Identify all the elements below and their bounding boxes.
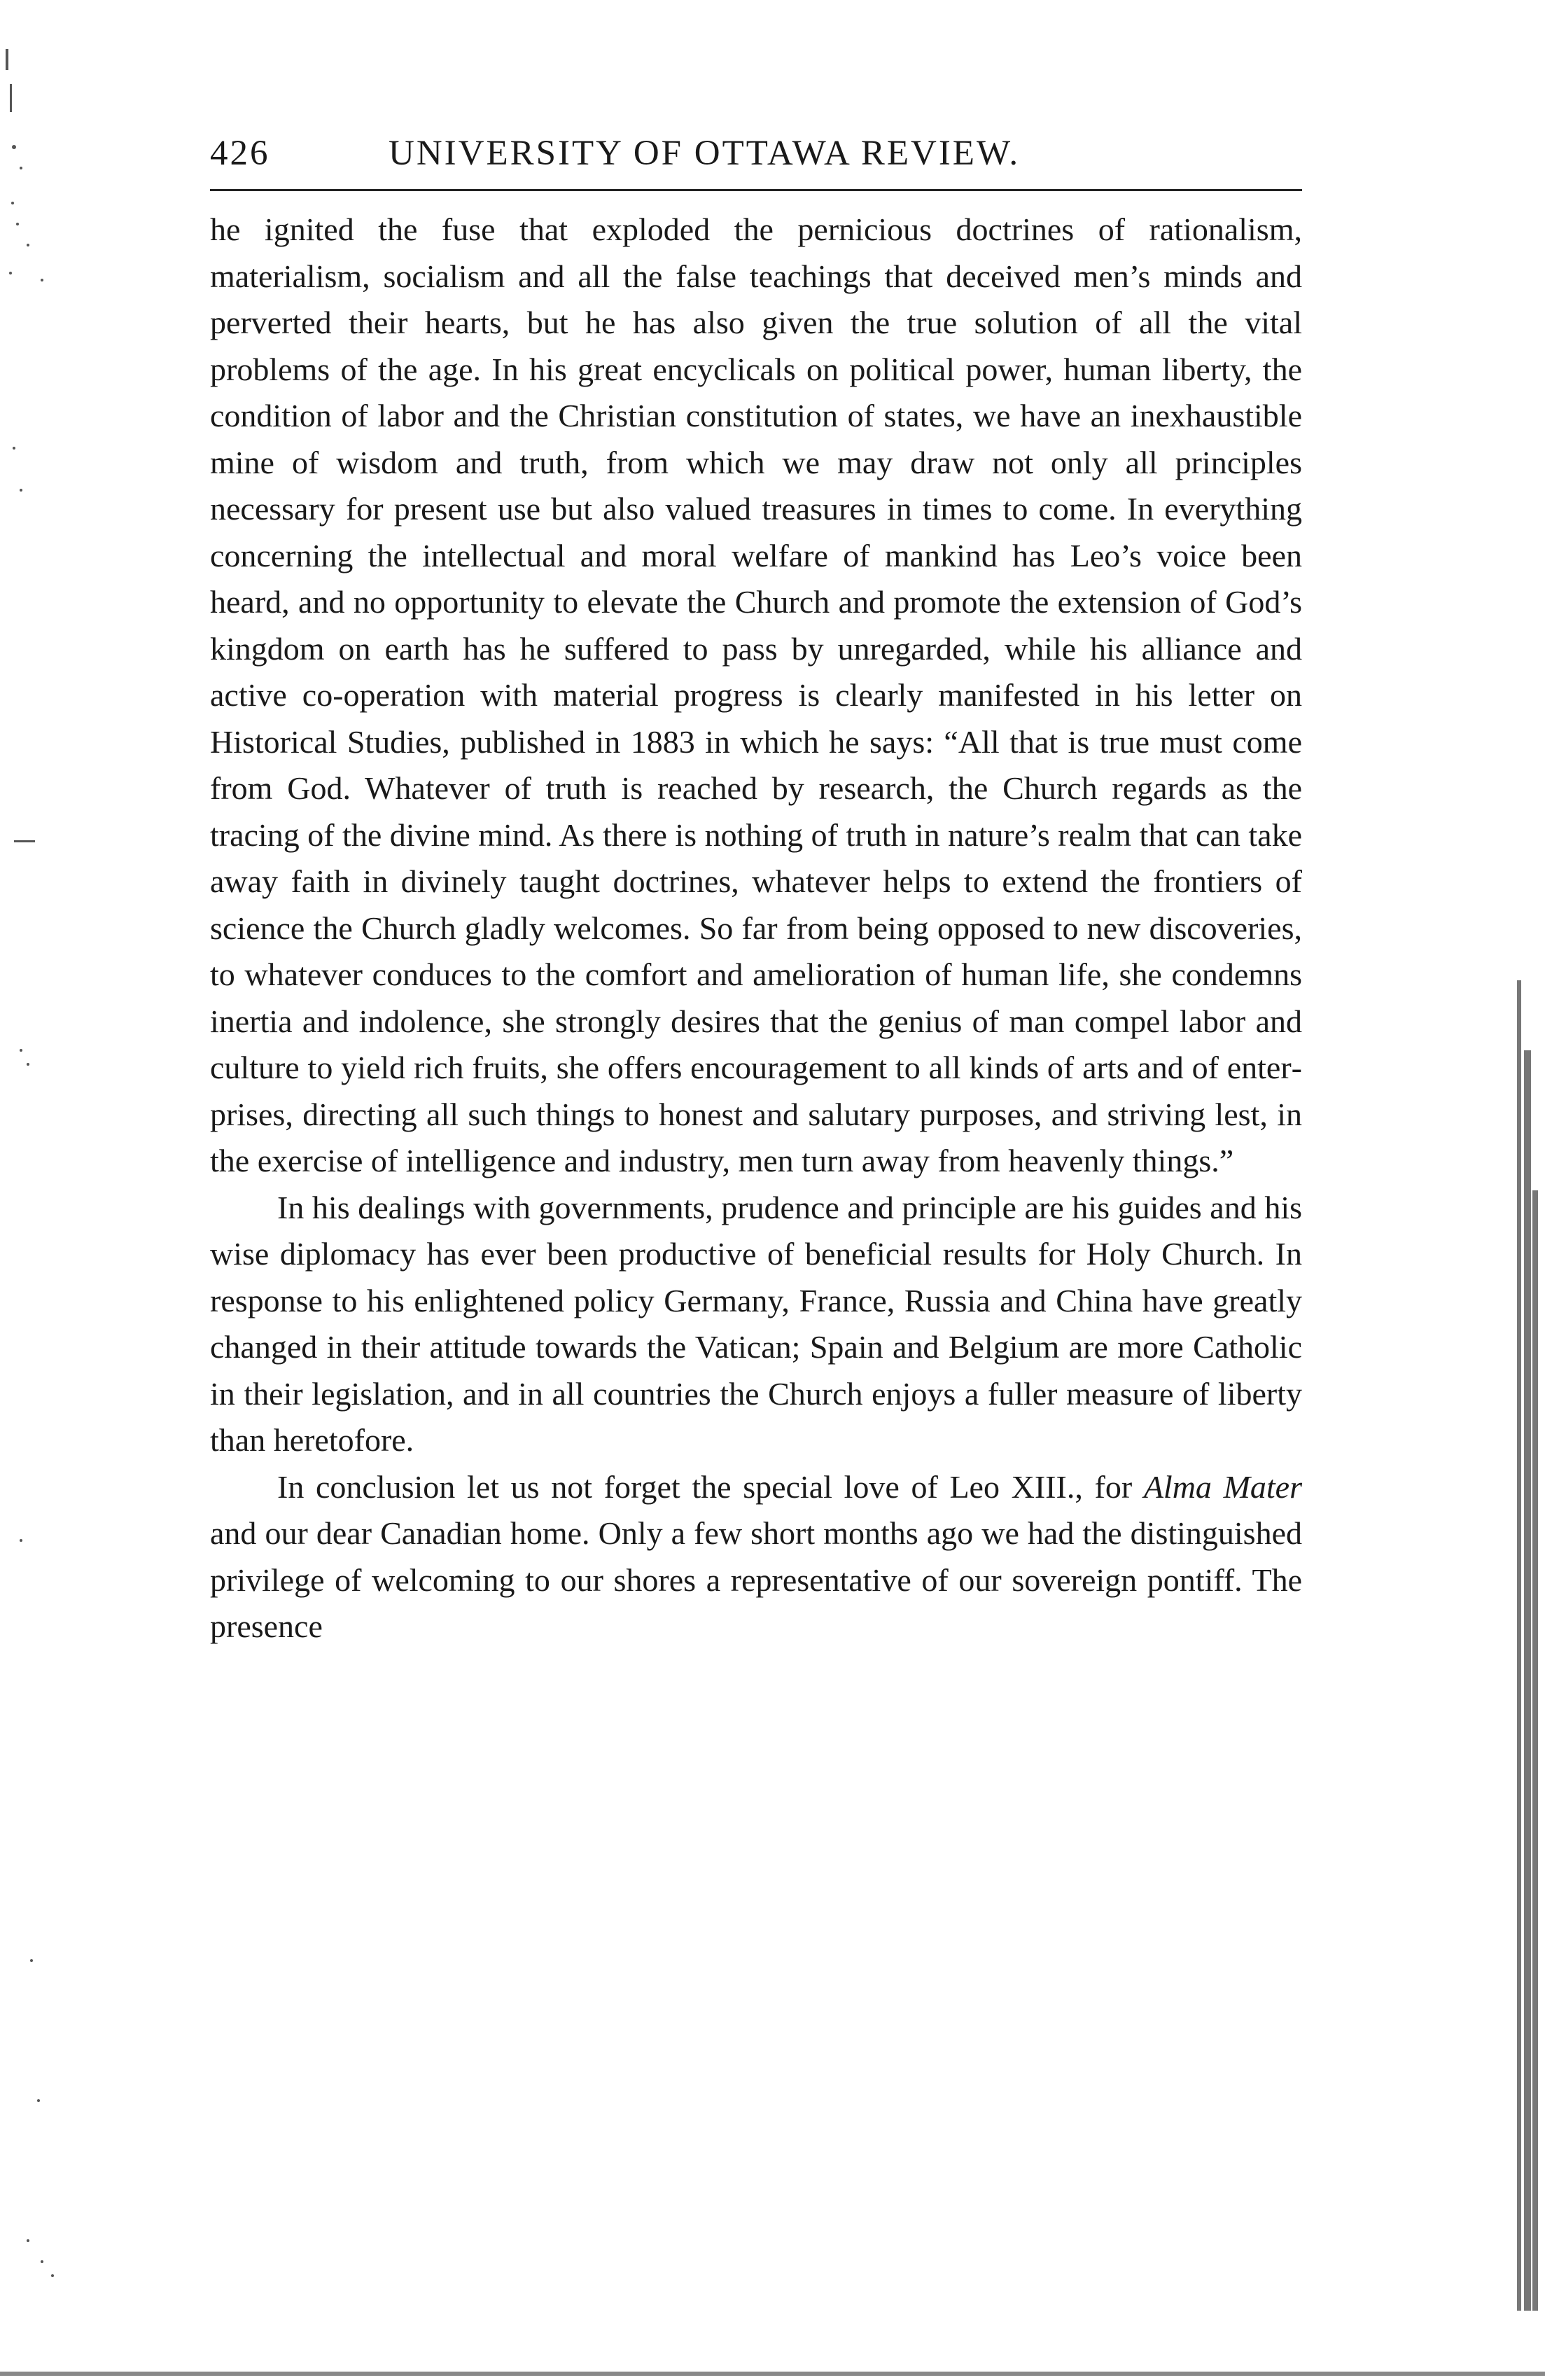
paragraph-2: In his dealings with governments, prudence and principle are his guides and his wise diplomacy has ever been productive of beneficial results for Holy Church. In response to his enlightened policy Germany, France, Russia and China have greatly changed in their attitude towards the Vatican; Spain and Belgium are more Catholic in their legislation, and in all countries the Church enjoys a fuller measure of liberty than heretofore. xyxy=(210,1189,1302,1458)
running-head xyxy=(210,126,1302,189)
right-edge-scan-noise xyxy=(1489,0,1545,2380)
paragraph-3-text-start: In conclusion let us not forget the special love of Leo XIII., for xyxy=(277,1468,1144,1505)
page-number: 426 xyxy=(210,134,270,173)
header-rule xyxy=(210,189,1302,191)
paragraph-1: he ignited the fuse that exploded the pernicious doctrines of rationalism, materialism, socialism and all the false teachings that deceived men’s minds and perverted their hearts, but he has also given the true solution of all the vital problems of the age. In his great encyclicals on political power, human liberty, the condition of labor and the Christian constitution of states, we have an inexhaustible mine of wisdom and truth, from which we may draw not only all principles necessary for present use but also valued treasures in times to come. In everything concerning the intellectual and moral welfare of mankind has Leo’s voice been heard, and no opportunity to elevate the Church and promote the extension of God’s kingdom on earth has he suffered to pass by unregarded, while his alliance and active co-operation with material progress is clearly manifested in his letter on Historical Studies, published in 1883 in which he says: “All that is true must come from God. Whatever of truth is reached by research, the Church regards as the tracing of the divine mind. As there is nothing of truth in nature’s realm that can take away faith in divinely taught doctrines, whatever helps to extend the frontiers of science the Church gladly welcomes. So far from being opposed to new discoveries, to whatever conduces to the comfort and amelioration of human life, she condemns inertia and indolence, she strongly desires that the genius of man compel labor and culture to yield rich fruits, she offers encouragement to all kinds of arts and of enterprises, directing all such things to honest and salutary purposes, and striving lest, in the exercise of intelligence and industry, men turn away from heavenly things.” xyxy=(210,211,1302,1178)
paragraph-3-text-end: and our dear Canadian home. Only a few short months ago we had the distinguished privilege of welcoming to our shores a representative of our sovereign pontiff. The presence xyxy=(210,1515,1302,1644)
paragraph-3 xyxy=(210,1464,1302,1650)
bottom-edge-scan-noise xyxy=(0,2338,1545,2380)
document-page xyxy=(210,126,1302,1650)
left-margin-specks xyxy=(0,0,84,2380)
alma-mater-italic: Alma Mater xyxy=(1143,1468,1303,1505)
body-text xyxy=(210,207,1302,1650)
journal-title: UNIVERSITY OF OTTAWA REVIEW. xyxy=(389,134,1021,173)
